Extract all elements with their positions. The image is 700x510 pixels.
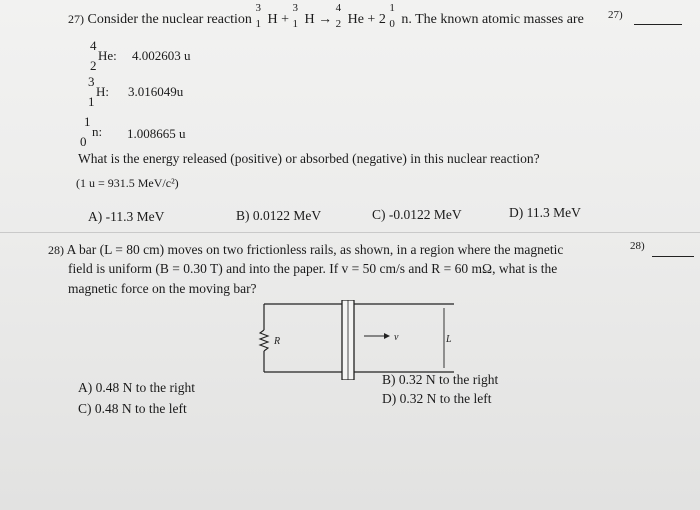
- q27-number: 27): [68, 12, 84, 27]
- resistor-symbol: [260, 330, 268, 351]
- mass-he-subscript: 2: [90, 58, 97, 73]
- mass-n-subscript: 0: [80, 134, 87, 149]
- nuclide-helium: 4 2: [335, 2, 342, 30]
- q27-header-line: 27) Consider the nuclear reaction 3 1 H + 3 1 H → 4 2 He + 2 1 0 n. The known atomic masses are: [68, 2, 584, 30]
- nuclide-tritium-2: 3 1: [292, 2, 298, 30]
- q28-line-2: field is uniform (B = 0.30 T) and into the paper. If v = 50 cm/s and R = 60 mΩ, what is the: [68, 261, 558, 276]
- mass-n-value: 1.008665 u: [127, 126, 186, 141]
- q27-conversion: (1 u = 931.5 MeV/c²): [76, 176, 179, 190]
- nuclide-tritium-1: 3 1: [255, 2, 261, 30]
- q28-choice-c[interactable]: C) 0.48 N to the left: [78, 401, 187, 416]
- resistor-label: R: [274, 336, 281, 347]
- reaction-arrow: →: [318, 12, 333, 28]
- q28-choice-b[interactable]: B) 0.32 N to the right: [382, 372, 499, 387]
- nuclide-neutron: 1 0: [389, 2, 395, 30]
- mass-h-subscript: 1: [88, 94, 95, 109]
- q28-choice-a[interactable]: A) 0.48 N to the right: [78, 380, 195, 395]
- q28-text-1: A bar (L = 80 cm) moves on two frictionless rails, as shown, in a region where the magnetic: [66, 242, 564, 257]
- mass-he-symbol: He:: [98, 48, 117, 63]
- mass-he-superscript: 4: [90, 38, 97, 53]
- q28-side-number: 28): [630, 240, 645, 252]
- q27-answer-blank[interactable]: [634, 24, 682, 25]
- mass-n-superscript: 1: [84, 114, 91, 129]
- rail-circuit-diagram: [258, 300, 498, 380]
- length-label: L: [446, 334, 452, 345]
- q28-answer-blank[interactable]: [652, 256, 694, 257]
- q28-number: 28): [48, 243, 64, 257]
- mass-h-superscript: 3: [88, 74, 95, 89]
- mass-n-symbol: n:: [92, 124, 103, 139]
- q27-side-number: 27): [608, 9, 623, 21]
- q27-question: What is the energy released (positive) or absorbed (negative) in this nuclear reaction?: [78, 151, 540, 166]
- q28-choice-d[interactable]: D) 0.32 N to the left: [382, 391, 492, 406]
- mass-h-symbol: H:: [96, 84, 109, 99]
- mass-h-value: 3.016049u: [128, 84, 184, 99]
- velocity-arrowhead: [384, 333, 390, 339]
- q27-choice-d[interactable]: D) 11.3 MeV: [509, 205, 581, 220]
- q27-choice-c[interactable]: C) -0.0122 MeV: [372, 207, 462, 222]
- q27-intro: Consider the nuclear reaction: [87, 12, 252, 28]
- q27-intro-tail: The known atomic masses are: [415, 12, 584, 28]
- q28-line-3: magnetic force on the moving bar?: [68, 281, 257, 296]
- velocity-label: v: [394, 332, 399, 343]
- q27-choice-a[interactable]: A) -11.3 MeV: [88, 209, 165, 224]
- mass-he-value: 4.002603 u: [132, 48, 191, 63]
- q28-line-1: [48, 242, 563, 258]
- question-divider: [0, 232, 700, 233]
- q27-choice-b[interactable]: B) 0.0122 MeV: [236, 208, 322, 223]
